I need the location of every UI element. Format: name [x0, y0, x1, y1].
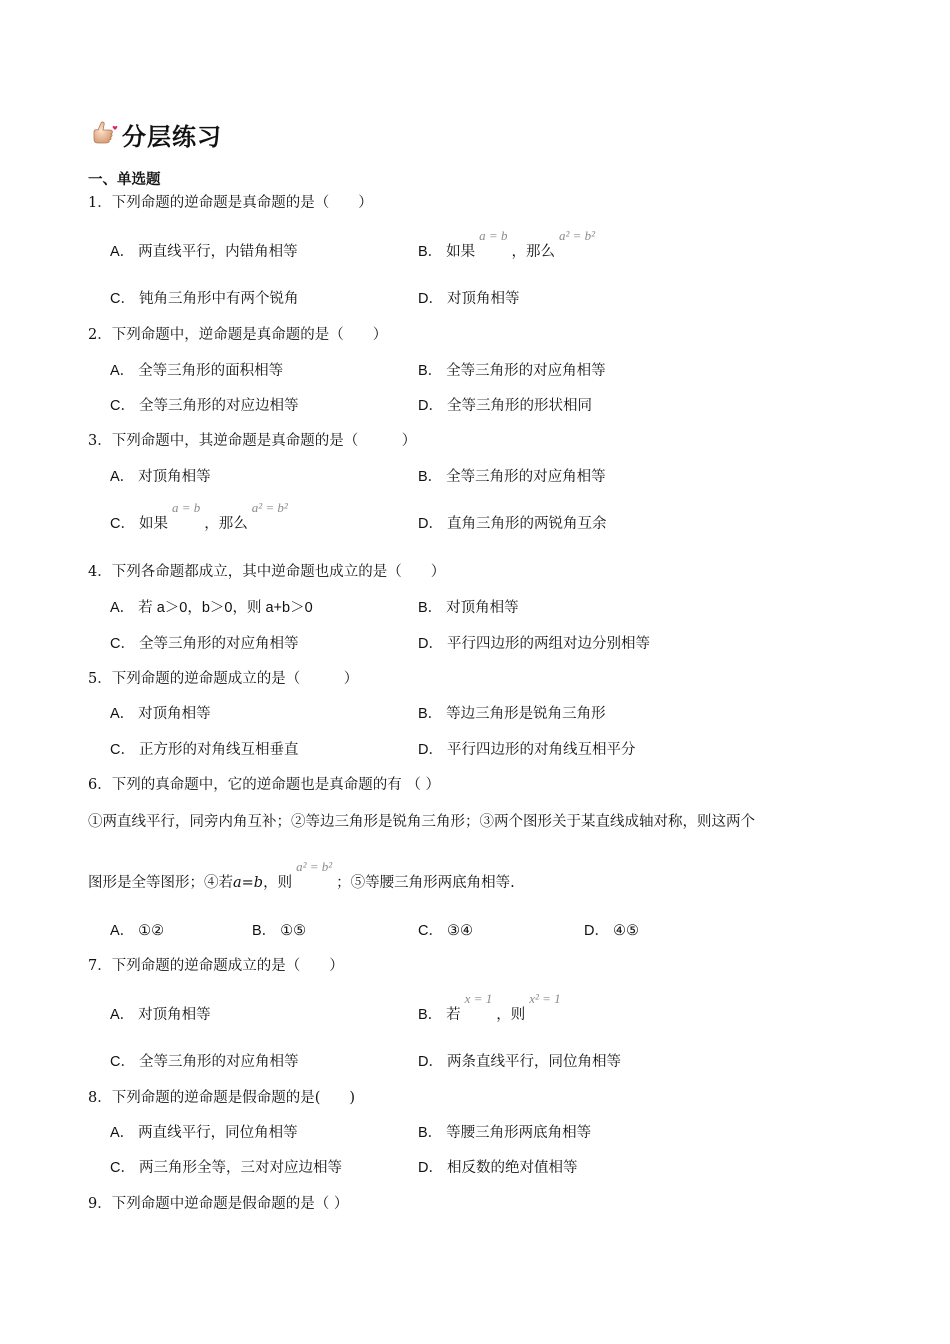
question-1-option-a: A． 两直线平行，内错角相等 [110, 244, 298, 260]
section-title: 一、单选题 [88, 172, 161, 188]
question-6-option-b: B． ①⑤ [252, 923, 307, 939]
question-8-option-d: D． 相反数的绝对值相等 [418, 1160, 578, 1176]
question-5-option-a: A． 对顶角相等 [110, 706, 211, 722]
math-formula: a = b [171, 500, 201, 515]
math-formula: a² = b² [251, 500, 288, 515]
question-8-option-a: A． 两直线平行，同位角相等 [110, 1125, 298, 1141]
question-7-option-c: C． 全等三角形的对应角相等 [110, 1054, 299, 1070]
question-4-option-c: C． 全等三角形的对应角相等 [110, 636, 299, 652]
question-5-stem: 5．下列命题的逆命题成立的是（ ） [88, 671, 359, 687]
math-formula: a = b [479, 228, 508, 243]
question-3-option-d: D． 直角三角形的两锐角互余 [418, 516, 607, 532]
question-4-option-b: B． 对顶角相等 [418, 600, 519, 616]
question-3-stem: 3．下列命题中，其逆命题是真命题的是（ ） [88, 433, 417, 449]
question-4-option-a: A． 若 a＞0，b＞0，则 a+b＞0 [110, 600, 313, 616]
question-7-option-a: A． 对顶角相等 [110, 1007, 211, 1023]
question-2-option-c: C． 全等三角形的对应边相等 [110, 398, 299, 414]
question-2-option-d: D． 全等三角形的形状相同 [418, 398, 592, 414]
question-8-stem: 8．下列命题的逆命题是假命题的是( ) [88, 1090, 356, 1106]
math-formula: x = 1 [464, 991, 493, 1006]
question-5-option-d: D． 平行四边形的对角线互相平分 [418, 742, 636, 758]
question-6-option-c: C． ③④ [418, 923, 473, 939]
question-8-option-c: C． 两三角形全等，三对对应边相等 [110, 1160, 342, 1176]
math-formula: x² = 1 [529, 991, 561, 1006]
question-5-option-b: B． 等边三角形是锐角三角形 [418, 706, 606, 722]
question-2-stem: 2．下列命题中，逆命题是真命题的是（ ） [88, 327, 388, 343]
question-6-option-d: D． ④⑤ [584, 923, 639, 939]
question-6-body-line-2: 图形是全等图形；④若 a=b ，则 a² = b² ；⑤等腰三角形两底角相等. [88, 859, 515, 891]
question-3-option-c: C． 如果 a = b ，那么 a² = b² [110, 500, 288, 532]
page-title: 分层练习 [122, 122, 222, 151]
page-header [88, 114, 222, 154]
question-2-option-b: B． 全等三角形的对应角相等 [418, 363, 606, 379]
question-2-option-a: A． 全等三角形的面积相等 [110, 363, 284, 379]
question-1-option-d: D． 对顶角相等 [418, 291, 520, 307]
question-7-stem: 7．下列命题的逆命题成立的是（ ） [88, 958, 344, 974]
question-7-option-b: B． 若 x = 1 ，则 x² = 1 [418, 991, 561, 1023]
question-8-option-b: B． 等腰三角形两底角相等 [418, 1125, 592, 1141]
question-9-stem: 9．下列命题中逆命题是假命题的是（ ） [88, 1196, 349, 1212]
math-formula: a² = b² [296, 859, 333, 874]
question-3-option-a: A． 对顶角相等 [110, 469, 211, 485]
question-5-option-c: C． 正方形的对角线互相垂直 [110, 742, 299, 758]
thumbs-up-icon [88, 118, 120, 150]
question-4-stem: 4．下列各命题都成立，其中逆命题也成立的是（ ） [88, 564, 446, 580]
question-1-option-c: C． 钝角三角形中有两个锐角 [110, 291, 299, 307]
question-7-option-d: D． 两条直线平行，同位角相等 [418, 1054, 621, 1070]
question-6-stem: 6．下列的真命题中，它的逆命题也是真命题的有 （ ） [88, 777, 440, 793]
question-6-option-a: A． ①② [110, 923, 165, 939]
math-formula: a² = b² [558, 228, 596, 243]
question-4-option-d: D． 平行四边形的两组对边分别相等 [418, 636, 650, 652]
question-6-body-line-1: ①两直线平行，同旁内角互补；②等边三角形是锐角三角形；③两个图形关于某直线成轴对称，则这两个 [88, 814, 755, 830]
question-3-option-b: B． 全等三角形的对应角相等 [418, 469, 606, 485]
question-1-stem: 1．下列命题的逆命题是真命题的是（ ） [88, 195, 373, 211]
question-1-option-b: B． 如果 a = b ，那么 a² = b² [418, 228, 596, 260]
